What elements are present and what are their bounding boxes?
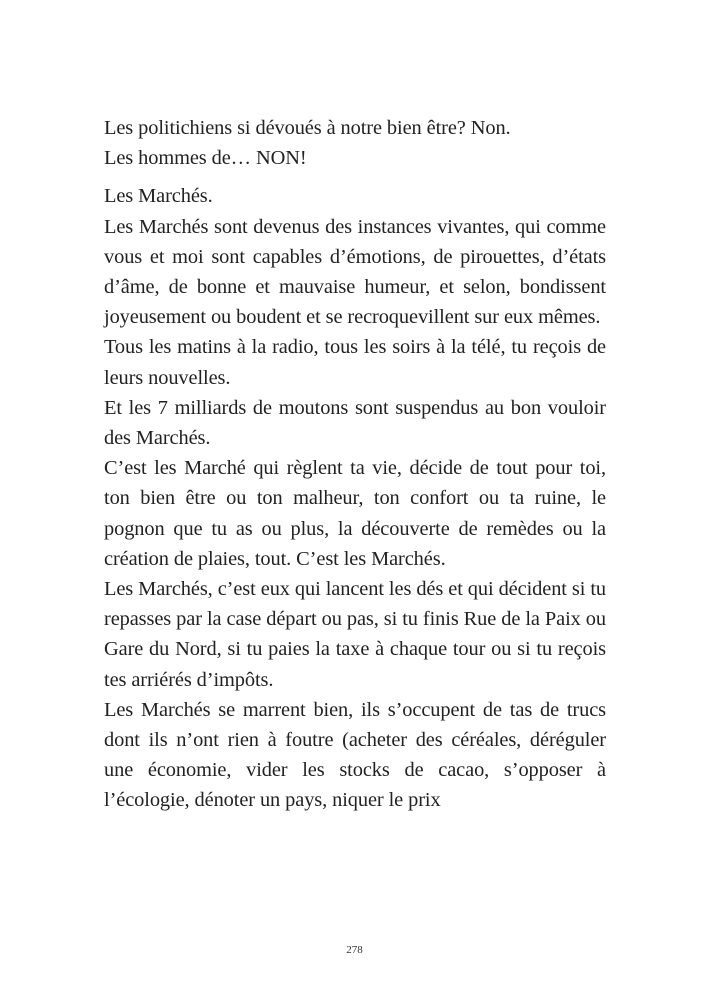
paragraph: Tous les matins à la radio, tous les soirs à la télé, tu reçois de leurs nouvelles.	[104, 336, 606, 389]
intro-line: Les hommes de… NON!	[104, 147, 307, 170]
page-number: 278	[346, 944, 363, 956]
intro-line: Les politichiens si dévoués à notre bien être? Non.	[104, 117, 511, 139]
paragraph: C’est les Marché qui règlent ta vie, décide de tout pour toi, ton bien être ou ton malheur, ton confort ou ta ruine, le pognon que tu as ou plus, la découverte de remèdes ou la création de plaies, tout. C’est les Marchés.	[104, 457, 606, 570]
paragraph: Et les 7 milliards de moutons sont suspendus au bon vouloir des Marchés.	[104, 396, 606, 450]
paragraph: Les Marchés se marrent bien, ils s’occupent de tas de trucs dont ils n’ont rien à foutre (acheter des céréales, déréguler une économie, vider les stocks de cacao, s’opposer à l’écologie, dénoter un pays, niquer le prix	[104, 698, 606, 812]
page-body	[104, 113, 606, 816]
paragraph: Les Marchés sont devenus des instances vivantes, qui comme vous et moi sont capables d’émotions, de pirouettes, d’états d’âme, de bonne et mauvaise humeur, et selon, bondissent joyeusement ou boudent et se recroquevillent sur eux mêmes.	[104, 215, 606, 329]
paragraph: Les Marchés, c’est eux qui lancent les dés et qui décident si tu repasses par la case départ ou pas, si tu finis Rue de la Paix ou Gare du Nord, si tu paies la taxe à chaque tour ou si tu reçois tes arriérés d’impôts.	[104, 578, 606, 691]
paragraph-gap	[104, 173, 606, 181]
paragraph: Les Marchés.	[104, 185, 213, 208]
